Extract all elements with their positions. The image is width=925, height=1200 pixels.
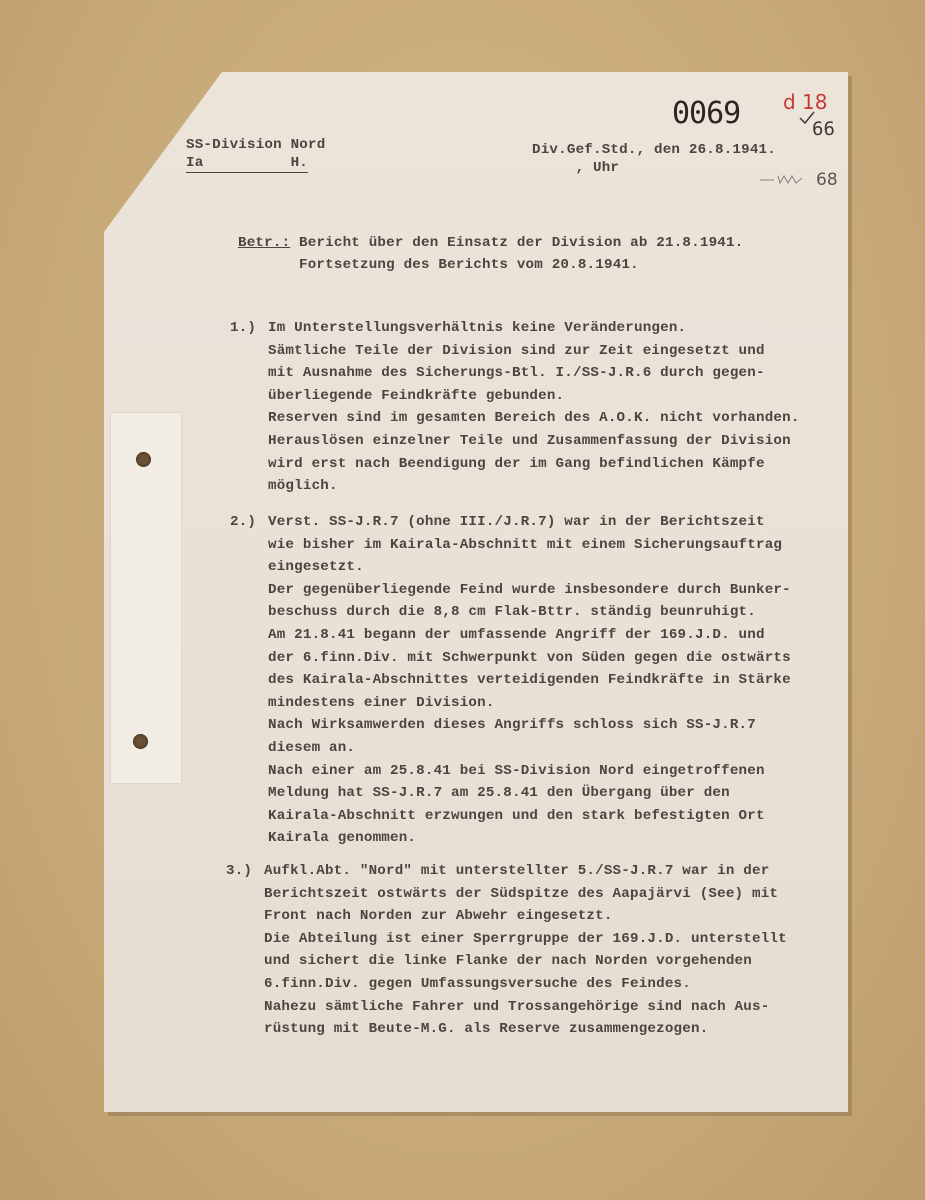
time-line: , Uhr [532,160,620,176]
section-line: Reserven sind im gesamten Bereich des A.O.K. nicht vorhanden. [268,410,800,427]
red-ink-annotation: d 18 [783,90,828,114]
section-line: wird erst nach Beendigung der im Gang befindlichen Kämpfe [268,455,765,472]
punch-hole-top [136,452,151,467]
section-line: Berichtszeit ostwärts der Südspitze des Aapajärvi (See) mit [264,885,779,902]
section-number: 2.) [230,514,257,530]
binding-tape-strip [110,412,182,784]
pencil-page-number: 66 [812,118,835,140]
section-line: Nach einer am 25.8.41 bei SS-Division Nord eingetroffenen [268,762,765,779]
section-line: eingesetzt. [268,559,364,576]
section-line: Nahezu sämtliche Fahrer und Trossangehörige sind nach Aus- [264,998,770,1015]
unit-section: Ia H. [186,155,308,171]
section-line: mit Ausnahme des Sicherungs-Btl. I./SS-J.R.6 durch gegen- [268,365,765,382]
unit-name: SS-Division Nord [186,137,326,153]
section-line: und sichert die linke Flanke der nach Norden vorgehenden [264,953,752,970]
section-line: Herauslösen einzelner Teile und Zusammenfassung der Division [268,432,791,449]
header-unit [186,136,325,173]
pencil-page-number-secondary: 68 [816,170,838,190]
section-line: wie bisher im Kairala-Abschnitt mit einem Sicherungsauftrag [268,536,783,553]
section-line: Sämtliche Teile der Division sind zur Zeit eingesetzt und [268,342,765,359]
section-line: Die Abteilung ist einer Sperrgruppe der 169.J.D. unterstellt [264,930,787,947]
section-line: Im Unterstellungsverhältnis keine Veränderungen. [268,320,687,336]
section-line: Am 21.8.41 begann der umfassende Angriff der 169.J.D. und [268,626,765,643]
section-line: überliegende Feindkräfte gebunden. [268,387,565,404]
header-place-date [532,141,776,177]
punch-hole-bottom [133,734,148,749]
section-line: mindestens einer Division. [268,694,495,711]
section-line: Meldung hat SS-J.R.7 am 25.8.41 den Übergang über den [268,785,730,802]
section-1 [230,317,800,498]
archive-number-stamp: 0069 [672,96,741,131]
section-line: Aufkl.Abt. "Nord" mit unterstellter 5./SS-J.R.7 war in der [264,863,770,879]
subject-label: Betr.: [238,235,291,251]
section-line: Kairala genommen. [268,830,417,847]
section-line: Kairala-Abschnitt erzwungen und den stark befestigten Ort [268,807,765,824]
section-number: 1.) [230,320,257,336]
section-line: rüstung mit Beute-M.G. als Reserve zusammengezogen. [264,1021,709,1038]
section-line: Verst. SS-J.R.7 (ohne III./J.R.7) war in der Berichtszeit [268,514,765,530]
section-line: diesem an. [268,739,356,756]
section-3 [226,860,787,1041]
section-line: 6.finn.Div. gegen Umfassungsversuche des Feindes. [264,975,691,992]
section-line: beschuss durch die 8,8 cm Flak-Bttr. ständig beunruhigt. [268,604,756,621]
subject-line-2: Fortsetzung des Berichts vom 20.8.1941. [238,257,639,273]
section-number: 3.) [226,863,253,879]
section-line: des Kairala-Abschnittes verteidigenden Feindkräfte in Stärke [268,672,791,689]
place-date-line: Div.Gef.Std., den 26.8.1941. [532,142,776,158]
section-line: möglich. [268,478,338,495]
subject-line-1: Bericht über den Einsatz der Division ab 21.8.1941. [290,235,744,251]
section-line: Der gegenüberliegende Feind wurde insbesondere durch Bunker- [268,581,791,598]
section-line: Front nach Norden zur Abwehr eingesetzt. [264,908,613,925]
section-2 [230,511,791,850]
section-line: Nach Wirksamwerden dieses Angriffs schloss sich SS-J.R.7 [268,717,756,734]
section-line: der 6.finn.Div. mit Schwerpunkt von Süden gegen die ostwärts [268,649,791,666]
subject-block [238,232,743,276]
